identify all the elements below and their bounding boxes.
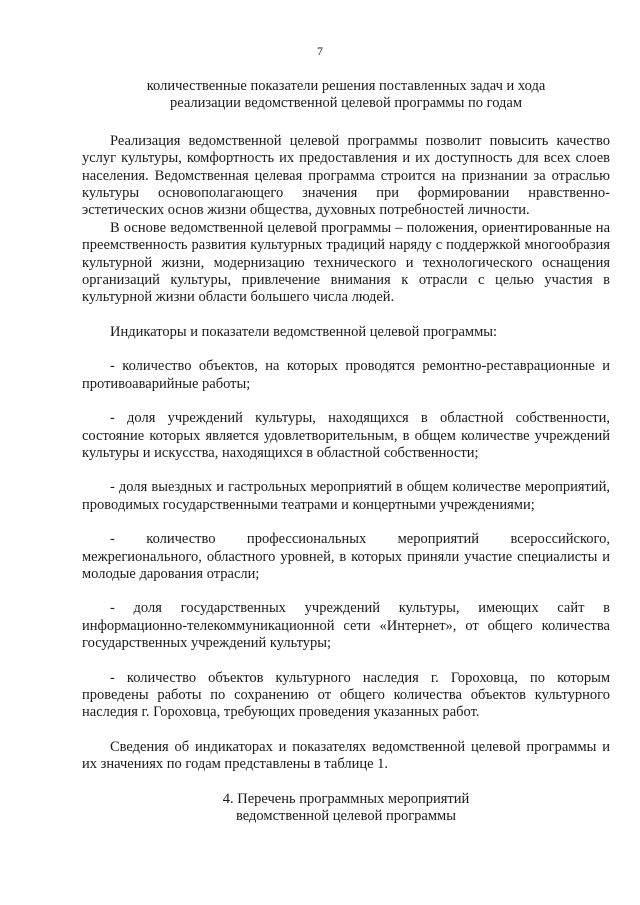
heading-line-1: количественные показатели решения поставленных задач и хода <box>146 78 546 94</box>
paragraph-program-quality: Реализация ведомственной целевой программы позволит повысить качество услуг культуры, комфортность их предоставления и их доступность для всех слоев населения. Ведомственная целевая программа строится на признании за отраслью культуры основополагающего значения при формировании нравственно-эстетических основ жизни общества, духовных потребностей личности. <box>82 132 610 219</box>
indicator-item-2: - доля учреждений культуры, находящихся в областной собственности, состояние которых является удовлетворительным, в общем количестве учреждений культуры и искусства, находящихся в областной собственности; <box>82 410 610 461</box>
document-body <box>82 78 610 825</box>
indicator-item-5: - доля государственных учреждений культуры, имеющих сайт в информационно-телекоммуникационной сети «Интернет», от общего количества государственных учреждений культуры; <box>82 600 610 652</box>
page-number: 7 <box>317 44 323 58</box>
section-heading-line-1: 4. Перечень программных мероприятий <box>222 790 470 807</box>
indicator-item-6: - количество объектов культурного наследия г. Гороховца, по которым проведены работы по сохранению от общего количества объектов культурного наследия г. Гороховца, требующих проведения указанных работ. <box>82 669 610 721</box>
indicator-item-4: - количество профессиональных мероприятий всероссийского, межрегионального, областного уровней, в которых приняли участие специалисты и молодые дарования отрасли; <box>82 531 610 582</box>
indicators-intro: Индикаторы и показатели ведомственной целевой программы: <box>110 323 498 340</box>
paragraph-program-basis: В основе ведомственной целевой программы – положения, ориентированные на преемственность развития культурных традиций наряду с поддержкой многообразия культурной жизни, модернизацию технического и технологического оснащения организаций культуры, привлечение внимания к отрасли с целью участия в культурной жизни области большего числа людей. <box>82 219 610 306</box>
indicator-item-3: - доля выездных и гастрольных мероприятий в общем количестве мероприятий, проводимых государственными театрами и концертными учреждениями; <box>82 479 610 513</box>
section-heading-line-2: ведомственной целевой программы <box>236 808 456 824</box>
indicator-item-1: - количество объектов, на которых проводятся ремонтно-реставрационные и противоаварийные работы; <box>82 358 610 392</box>
summary-paragraph: Сведения об индикаторах и показателях ведомственной целевой программы и их значениях по годам представлены в таблице 1. <box>82 738 610 773</box>
heading-line-2: реализации ведомственной целевой программы по годам <box>169 95 523 112</box>
